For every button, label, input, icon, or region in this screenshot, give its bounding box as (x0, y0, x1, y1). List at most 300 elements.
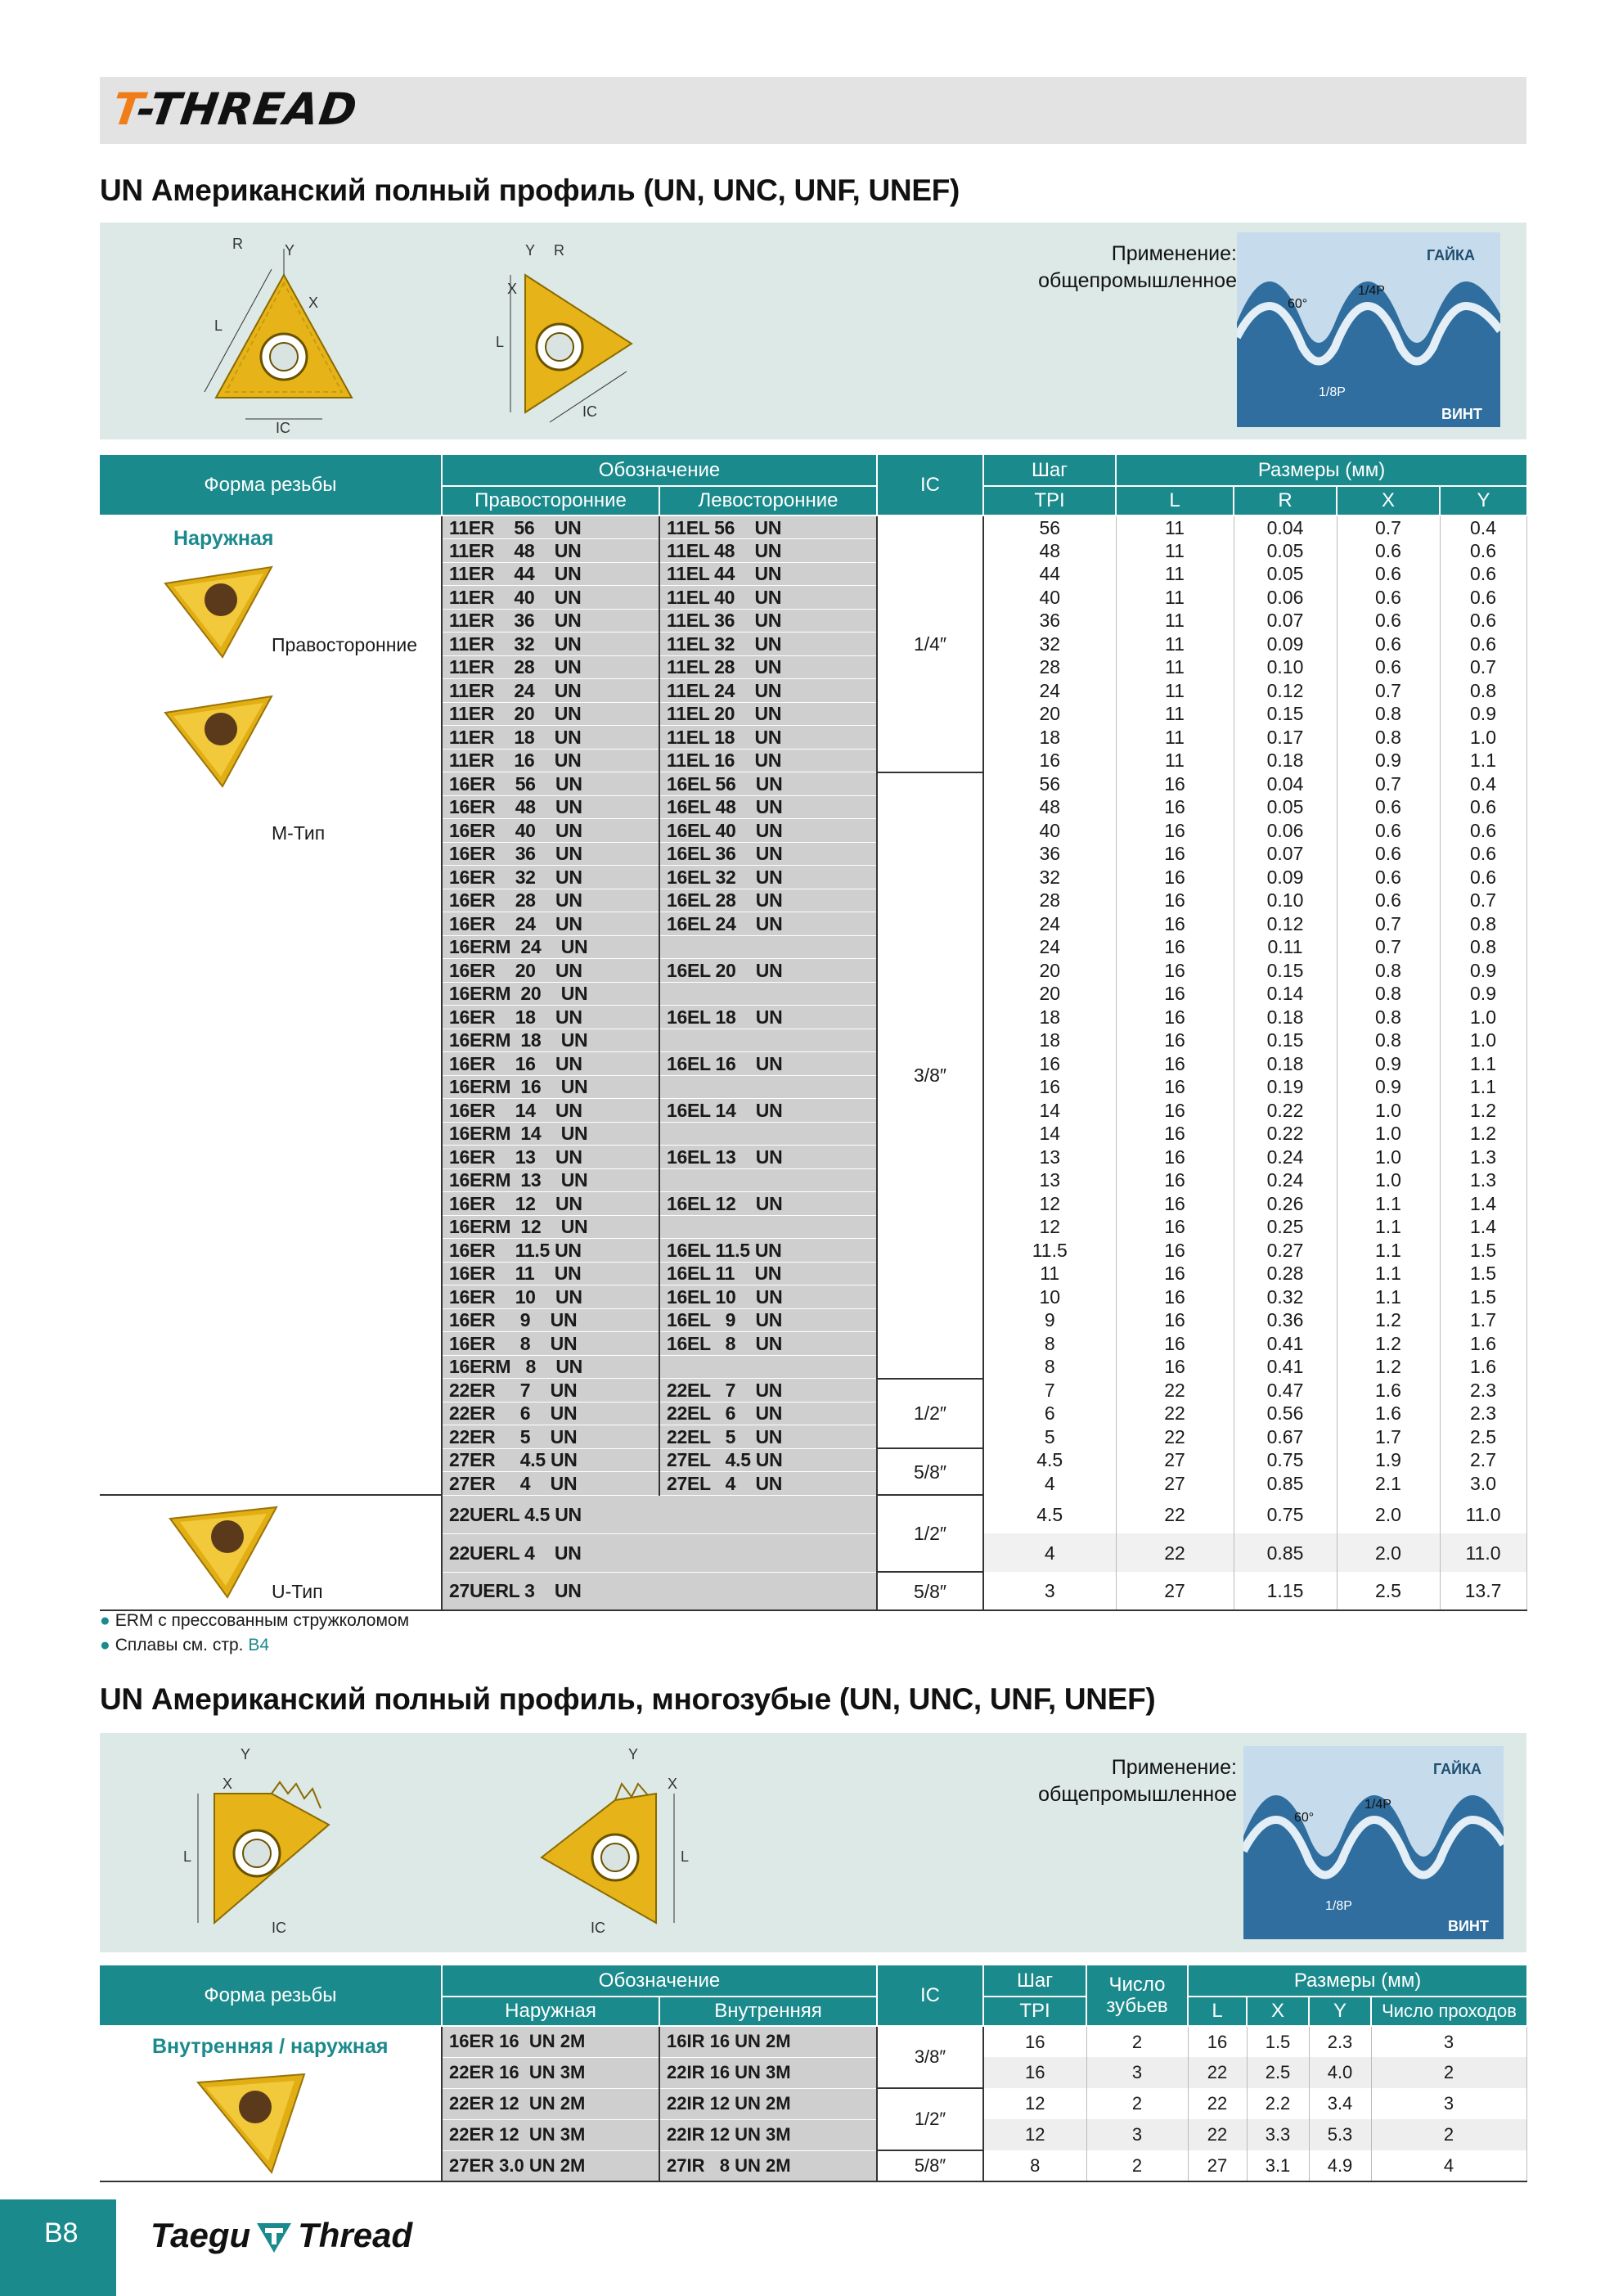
right-designation: 16ERM 18 UN (442, 1029, 659, 1052)
y-value: 0.6 (1440, 795, 1526, 819)
x-value: 0.6 (1337, 842, 1440, 866)
left-designation: 22EL 5 UN (659, 1425, 877, 1449)
y-value: 0.6 (1440, 866, 1526, 889)
left-designation: 16EL 48 UN (659, 795, 877, 819)
label-y: Y (285, 242, 295, 259)
y-value: 1.3 (1440, 1168, 1526, 1192)
r-value: 0.12 (1234, 912, 1337, 936)
tpi-value: 28 (983, 889, 1116, 912)
x-value: 0.6 (1337, 795, 1440, 819)
x-value: 0.9 (1337, 749, 1440, 772)
right-designation: 11ER 16 UN (442, 749, 659, 772)
x-value: 0.6 (1337, 655, 1440, 679)
taegu-logo-icon (254, 2220, 294, 2256)
y-value: 1.3 (1440, 1146, 1526, 1169)
left-designation (659, 1168, 877, 1192)
y-value: 11.0 (1440, 1533, 1526, 1572)
svg-text:Y: Y (628, 1746, 639, 1763)
th2-form: Форма резьбы (100, 1965, 442, 2026)
teeth-value: 2 (1086, 2026, 1188, 2057)
y-value: 11.0 (1440, 1495, 1526, 1533)
passes-value: 3 (1371, 2026, 1526, 2057)
right-designation: 16ERM 8 UN (442, 1355, 659, 1379)
page-number: B8 (44, 2217, 79, 2249)
tpi-value: 8 (983, 1355, 1116, 1379)
l-value: 16 (1116, 1052, 1234, 1076)
l-value: 16 (1116, 842, 1234, 866)
x-value: 0.7 (1337, 912, 1440, 936)
th-right: Правосторонние (442, 486, 659, 515)
left-designation: 16EL 12 UN (659, 1192, 877, 1216)
notes: ● ERM с прессованным стружколомом ● Сплавы см. стр. B4 (100, 1611, 410, 1654)
y-value: 1.6 (1440, 1332, 1526, 1356)
y-value: 13.7 (1440, 1572, 1526, 1610)
x-value: 1.0 (1337, 1146, 1440, 1169)
inner-designation: 22IR 12 UN 3M (659, 2119, 877, 2150)
x-value: 0.8 (1337, 726, 1440, 750)
r-value: 0.04 (1234, 772, 1337, 796)
ic-size: 1/2″ (877, 2088, 983, 2150)
multitooth-drawing-outer (165, 1743, 378, 1946)
tpi-value: 18 (983, 726, 1116, 750)
right-designation: 16ERM 13 UN (442, 1168, 659, 1192)
svg-text:1/8P: 1/8P (1319, 385, 1346, 399)
x-value: 1.6 (1337, 1402, 1440, 1425)
right-designation: 16ER 24 UN (442, 912, 659, 936)
svg-text:IC: IC (272, 1920, 286, 1936)
x-value: 0.7 (1337, 935, 1440, 959)
y-value: 0.8 (1440, 679, 1526, 703)
y-value: 4.9 (1309, 2150, 1371, 2181)
right-designation: 11ER 20 UN (442, 702, 659, 726)
l-value: 11 (1116, 679, 1234, 703)
y-value: 0.8 (1440, 912, 1526, 936)
passes-value: 4 (1371, 2150, 1526, 2181)
svg-text:1/8P: 1/8P (1325, 1899, 1352, 1913)
th2-outer: Наружная (442, 1997, 659, 2026)
l-value: 16 (1116, 1006, 1234, 1029)
right-designation: 16ER 32 UN (442, 866, 659, 889)
l-value: 16 (1116, 912, 1234, 936)
l-value: 11 (1116, 633, 1234, 656)
y-value: 1.1 (1440, 1052, 1526, 1076)
tpi-value: 36 (983, 609, 1116, 633)
l-value: 11 (1116, 515, 1234, 539)
l-value: 22 (1116, 1495, 1234, 1533)
svg-text:1/4P: 1/4P (1358, 284, 1385, 298)
right-designation: 16ER 13 UN (442, 1146, 659, 1169)
tpi-value: 16 (983, 2057, 1086, 2088)
x-value: 2.1 (1337, 1472, 1440, 1496)
l-value: 16 (1116, 1168, 1234, 1192)
th2-y: Y (1309, 1997, 1371, 2026)
x-value: 0.9 (1337, 1052, 1440, 1076)
right-designation: 16ERM 12 UN (442, 1215, 659, 1239)
y-value: 1.1 (1440, 1075, 1526, 1099)
x-value: 0.8 (1337, 959, 1440, 983)
x-value: 1.9 (1337, 1448, 1440, 1472)
y-value: 1.2 (1440, 1122, 1526, 1146)
l-value: 22 (1188, 2088, 1247, 2119)
left-designation: 16EL 11 UN (659, 1262, 877, 1285)
tpi-value: 24 (983, 679, 1116, 703)
tpi-value: 28 (983, 655, 1116, 679)
form-cell-u (100, 1495, 442, 1610)
th2-x: X (1247, 1997, 1309, 2026)
tpi-value: 13 (983, 1146, 1116, 1169)
tpi-value: 48 (983, 539, 1116, 563)
right-designation: 16ER 12 UN (442, 1192, 659, 1216)
tpi-value: 14 (983, 1099, 1116, 1123)
svg-text:1/4P: 1/4P (1364, 1798, 1391, 1812)
th-r: R (1234, 486, 1337, 515)
th-dims: Размеры (мм) (1116, 455, 1526, 486)
r-value: 0.11 (1234, 935, 1337, 959)
th-designation: Обозначение (442, 455, 877, 486)
right-designation: 11ER 56 UN (442, 515, 659, 539)
r-value: 0.22 (1234, 1099, 1337, 1123)
r-value: 0.32 (1234, 1285, 1337, 1309)
tpi-value: 9 (983, 1308, 1116, 1332)
y-value: 1.1 (1440, 749, 1526, 772)
tpi-value: 48 (983, 795, 1116, 819)
l-value: 16 (1116, 889, 1234, 912)
th2-inner: Внутренняя (659, 1997, 877, 2026)
l-value: 11 (1116, 749, 1234, 772)
x-value: 1.1 (1337, 1192, 1440, 1216)
u-designation: 22UERL 4.5 UN (442, 1495, 877, 1533)
y-value: 0.6 (1440, 609, 1526, 633)
th-form: Форма резьбы (100, 455, 442, 515)
tpi-value: 32 (983, 866, 1116, 889)
y-value: 2.3 (1309, 2026, 1371, 2057)
r-value: 0.56 (1234, 1402, 1337, 1425)
inner-designation: 27IR 8 UN 2M (659, 2150, 877, 2181)
x-value: 0.6 (1337, 609, 1440, 633)
left-designation: 16EL 24 UN (659, 912, 877, 936)
form-u-label: U-Тип (272, 1581, 323, 1602)
r-value: 0.07 (1234, 609, 1337, 633)
passes-value: 2 (1371, 2057, 1526, 2088)
r-value: 0.06 (1234, 586, 1337, 610)
left-designation: 16EL 36 UN (659, 842, 877, 866)
x-value: 0.6 (1337, 866, 1440, 889)
left-designation: 11EL 36 UN (659, 609, 877, 633)
r-value: 0.15 (1234, 702, 1337, 726)
x-value: 1.1 (1337, 1262, 1440, 1285)
svg-text:L: L (183, 1848, 192, 1865)
svg-text:ВИНТ: ВИНТ (1448, 1918, 1489, 1934)
right-designation: 27ER 4.5 UN (442, 1448, 659, 1472)
ic-size: 3/8″ (877, 772, 983, 1379)
y-value: 0.6 (1440, 539, 1526, 563)
left-designation: 16EL 28 UN (659, 889, 877, 912)
tpi-value: 20 (983, 702, 1116, 726)
x-value: 0.6 (1337, 633, 1440, 656)
y-value: 0.6 (1440, 633, 1526, 656)
u-designation: 22UERL 4 UN (442, 1533, 877, 1572)
svg-text:L: L (681, 1848, 690, 1865)
svg-text:X: X (223, 1776, 233, 1792)
x-value: 1.6 (1337, 1379, 1440, 1402)
r-value: 0.25 (1234, 1215, 1337, 1239)
tpi-value: 4.5 (983, 1448, 1116, 1472)
svg-text:60°: 60° (1288, 297, 1308, 311)
x-value: 1.0 (1337, 1168, 1440, 1192)
right-designation: 16ERM 16 UN (442, 1075, 659, 1099)
left-designation: 16EL 13 UN (659, 1146, 877, 1169)
page-link-b4[interactable]: B4 (248, 1636, 270, 1654)
right-designation: 16ER 11 UN (442, 1262, 659, 1285)
x-value: 1.1 (1337, 1285, 1440, 1309)
x-value: 3.3 (1247, 2119, 1309, 2150)
r-value: 0.18 (1234, 1052, 1337, 1076)
tpi-value: 16 (983, 2026, 1086, 2057)
left-designation: 16EL 8 UN (659, 1332, 877, 1356)
left-designation: 11EL 56 UN (659, 515, 877, 539)
left-designation: 11EL 24 UN (659, 679, 877, 703)
right-designation: 22ER 7 UN (442, 1379, 659, 1402)
form-cell-outer (100, 515, 442, 1495)
outer-designation: 22ER 12 UN 2M (442, 2088, 659, 2119)
x-value: 1.0 (1337, 1122, 1440, 1146)
y-value: 1.4 (1440, 1215, 1526, 1239)
header-bar (100, 77, 1526, 144)
x-value: 0.8 (1337, 982, 1440, 1006)
tpi-value: 10 (983, 1285, 1116, 1309)
label-x: X (308, 295, 319, 311)
label-r: R (232, 236, 243, 252)
r-value: 0.05 (1234, 539, 1337, 563)
svg-text:Y: Y (241, 1746, 251, 1763)
left-designation: 11EL 16 UN (659, 749, 877, 772)
tpi-value: 18 (983, 1006, 1116, 1029)
insert-photo-u (162, 1499, 285, 1605)
teeth-value: 2 (1086, 2088, 1188, 2119)
left-designation: 27EL 4 UN (659, 1472, 877, 1496)
l-value: 16 (1116, 1355, 1234, 1379)
right-designation: 11ER 18 UN (442, 726, 659, 750)
r-value: 0.41 (1234, 1332, 1337, 1356)
right-designation: 16ER 14 UN (442, 1099, 659, 1123)
svg-text:IC: IC (582, 403, 597, 420)
thread-profile-diagram-2 (1243, 1746, 1504, 1939)
passes-value: 2 (1371, 2119, 1526, 2150)
x-value: 1.1 (1337, 1239, 1440, 1263)
right-designation: 16ER 11.5 UN (442, 1239, 659, 1263)
x-value: 0.6 (1337, 819, 1440, 843)
l-value: 11 (1116, 539, 1234, 563)
l-value: 16 (1116, 1192, 1234, 1216)
r-value: 0.07 (1234, 842, 1337, 866)
y-value: 1.0 (1440, 1006, 1526, 1029)
y-value: 1.5 (1440, 1239, 1526, 1263)
x-value: 1.0 (1337, 1099, 1440, 1123)
y-value: 5.3 (1309, 2119, 1371, 2150)
x-value: 0.8 (1337, 1006, 1440, 1029)
tpi-value: 12 (983, 2088, 1086, 2119)
left-designation: 16EL 14 UN (659, 1099, 877, 1123)
svg-text:L: L (496, 334, 505, 350)
r-value: 0.47 (1234, 1379, 1337, 1402)
form-right-label: Правосторонние (272, 634, 418, 655)
y-value: 3.4 (1309, 2088, 1371, 2119)
tpi-value: 56 (983, 772, 1116, 796)
left-designation (659, 1029, 877, 1052)
y-value: 0.8 (1440, 935, 1526, 959)
x-value: 2.0 (1337, 1495, 1440, 1533)
y-value: 2.3 (1440, 1402, 1526, 1425)
tpi-value: 20 (983, 959, 1116, 983)
right-designation: 11ER 24 UN (442, 679, 659, 703)
left-designation: 11EL 44 UN (659, 562, 877, 586)
left-designation: 16EL 11.5 UN (659, 1239, 877, 1263)
left-designation (659, 1215, 877, 1239)
l-value: 16 (1116, 1239, 1234, 1263)
l-value: 16 (1116, 1029, 1234, 1052)
l-value: 16 (1116, 819, 1234, 843)
ic-size: 1/2″ (877, 1495, 983, 1572)
insert-drawing-left (460, 232, 664, 435)
x-value: 1.2 (1337, 1355, 1440, 1379)
r-value: 0.12 (1234, 679, 1337, 703)
tpi-value: 36 (983, 842, 1116, 866)
application-text-2: Применение: общепромышленное (1038, 1756, 1237, 1806)
left-designation (659, 935, 877, 959)
tpi-value: 24 (983, 935, 1116, 959)
y-value: 1.4 (1440, 1192, 1526, 1216)
right-designation: 16ER 9 UN (442, 1308, 659, 1332)
y-value: 0.9 (1440, 982, 1526, 1006)
l-value: 16 (1116, 1075, 1234, 1099)
r-value: 0.10 (1234, 655, 1337, 679)
r-value: 0.05 (1234, 562, 1337, 586)
tpi-value: 44 (983, 562, 1116, 586)
r-value: 0.19 (1234, 1075, 1337, 1099)
right-designation: 16ERM 14 UN (442, 1122, 659, 1146)
tpi-value: 56 (983, 515, 1116, 539)
left-designation: 11EL 32 UN (659, 633, 877, 656)
left-designation: 22EL 7 UN (659, 1379, 877, 1402)
l-value: 22 (1116, 1379, 1234, 1402)
tpi-value: 4.5 (983, 1495, 1116, 1533)
tpi-value: 16 (983, 1075, 1116, 1099)
l-value: 16 (1188, 2026, 1247, 2057)
x-value: 0.7 (1337, 515, 1440, 539)
right-designation: 27ER 4 UN (442, 1472, 659, 1496)
form-cell-multi (100, 2026, 442, 2181)
r-value: 0.15 (1234, 959, 1337, 983)
th2-tpi: TPI (983, 1997, 1086, 2026)
svg-text:60°: 60° (1294, 1811, 1315, 1825)
th2-ic: IC (877, 1965, 983, 2026)
left-designation: 16EL 20 UN (659, 959, 877, 983)
y-value: 1.5 (1440, 1285, 1526, 1309)
th-tpi: TPI (983, 486, 1116, 515)
r-value: 0.26 (1234, 1192, 1337, 1216)
tpi-value: 12 (983, 2119, 1086, 2150)
r-value: 0.06 (1234, 819, 1337, 843)
r-value: 0.09 (1234, 633, 1337, 656)
y-value: 0.7 (1440, 889, 1526, 912)
l-value: 16 (1116, 1285, 1234, 1309)
x-value: 0.7 (1337, 772, 1440, 796)
y-value: 2.7 (1440, 1448, 1526, 1472)
left-designation: 16EL 18 UN (659, 1006, 877, 1029)
form-m-label: M-Тип (272, 822, 326, 844)
right-designation: 16ERM 24 UN (442, 935, 659, 959)
left-designation: 11EL 28 UN (659, 655, 877, 679)
y-value: 1.0 (1440, 726, 1526, 750)
tpi-value: 20 (983, 982, 1116, 1006)
multitooth-table (100, 1965, 1527, 2182)
tpi-value: 4 (983, 1533, 1116, 1572)
ic-size: 3/8″ (877, 2026, 983, 2088)
x-value: 2.5 (1337, 1572, 1440, 1610)
y-value: 1.7 (1440, 1308, 1526, 1332)
r-value: 0.67 (1234, 1425, 1337, 1449)
r-value: 0.18 (1234, 749, 1337, 772)
svg-text:X: X (668, 1776, 678, 1792)
tpi-value: 8 (983, 2150, 1086, 2181)
y-value: 2.5 (1440, 1425, 1526, 1449)
x-value: 1.5 (1247, 2026, 1309, 2057)
tpi-value: 32 (983, 633, 1116, 656)
ic-size: 1/2″ (877, 1379, 983, 1449)
th2-pitch: Шаг (983, 1965, 1086, 1997)
y-value: 0.9 (1440, 959, 1526, 983)
x-value: 0.9 (1337, 1075, 1440, 1099)
left-designation (659, 982, 877, 1006)
right-designation: 16ER 56 UN (442, 772, 659, 796)
l-value: 22 (1116, 1425, 1234, 1449)
section1-drawing-band (100, 223, 1526, 439)
tpi-value: 11 (983, 1262, 1116, 1285)
tpi-value: 11.5 (983, 1239, 1116, 1263)
l-value: 16 (1116, 982, 1234, 1006)
y-value: 0.6 (1440, 562, 1526, 586)
tpi-value: 18 (983, 1029, 1116, 1052)
th-ic: IC (877, 455, 983, 515)
inner-designation: 16IR 16 UN 2M (659, 2026, 877, 2057)
tpi-value: 24 (983, 912, 1116, 936)
l-value: 11 (1116, 586, 1234, 610)
left-designation: 11EL 20 UN (659, 702, 877, 726)
l-value: 16 (1116, 959, 1234, 983)
u-designation: 27UERL 3 UN (442, 1572, 877, 1610)
outer-designation: 16ER 16 UN 2M (442, 2026, 659, 2057)
right-designation: 16ERM 20 UN (442, 982, 659, 1006)
x-value: 0.6 (1337, 562, 1440, 586)
right-designation: 11ER 28 UN (442, 655, 659, 679)
y-value: 0.7 (1440, 655, 1526, 679)
r-value: 0.24 (1234, 1168, 1337, 1192)
section1-title: UN Американский полный профиль (UN, UNC, UNF, UNEF) (100, 173, 960, 207)
form-outer-label: Наружная (173, 527, 274, 550)
tpi-value: 8 (983, 1332, 1116, 1356)
x-value: 2.2 (1247, 2088, 1309, 2119)
th-y: Y (1440, 486, 1526, 515)
y-value: 1.6 (1440, 1355, 1526, 1379)
left-designation: 11EL 48 UN (659, 539, 877, 563)
left-designation: 16EL 16 UN (659, 1052, 877, 1076)
left-designation: 16EL 32 UN (659, 866, 877, 889)
right-designation: 16ER 36 UN (442, 842, 659, 866)
l-value: 16 (1116, 1146, 1234, 1169)
form-multi-label: Внутренняя / наружная (152, 2035, 389, 2058)
right-designation: 11ER 48 UN (442, 539, 659, 563)
tpi-value: 16 (983, 749, 1116, 772)
